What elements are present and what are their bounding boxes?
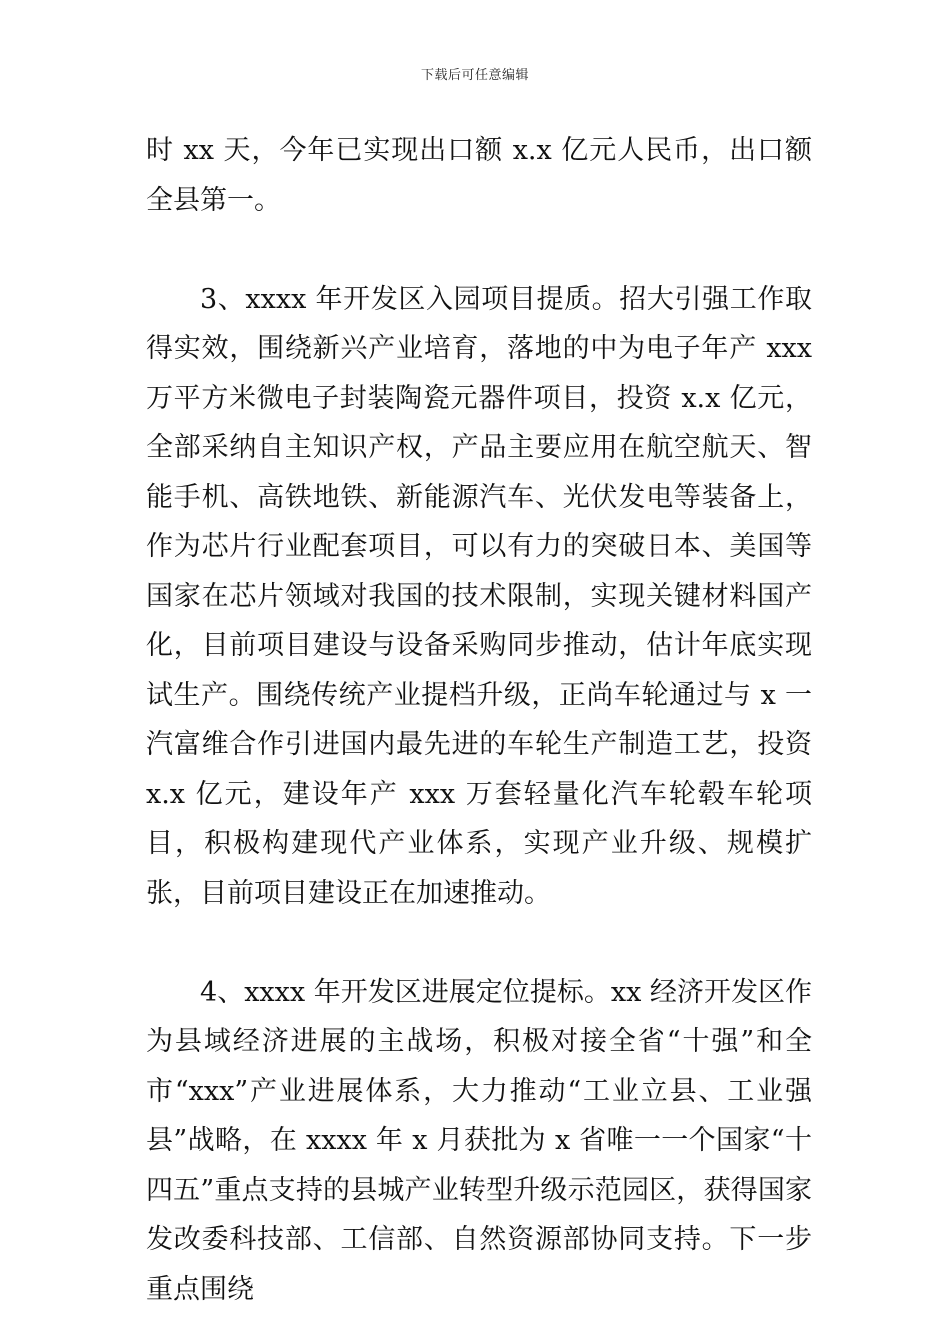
paragraph-item-4: 4、xxxx 年开发区进展定位提标。xx 经济开发区作为县域经济进展的主战场，积极对接全省“十强”和全市“xxx”产业进展体系，大力推动“工业立县、工业强县”战略，在 xxxx 年 x 月获批为 x 省唯一一个国家“十四五”重点支持的县城产业转型升级示范园区，获得国家发改委科技部、工信部、自然资源部协同支持。下一步重点围绕 [146, 976, 812, 1305]
paragraph-item-3: 3、xxxx 年开发区入园项目提质。招大引强工作取得实效，围绕新兴产业培育，落地的中为电子年产 xxx 万平方米微电子封装陶瓷元器件项目，投资 x.x 亿元，全部采纳自主知识产权，产品主要应用在航空航天、智能手机、高铁地铁、新能源汽车、光伏发电等装备上，作为芯片行业配套项目，可以有力的突破日本、美国等国家在芯片领域对我国的技术限制，实现关键材料国产化，目前项目建设与设备采购同步推动，估计年底实现试生产。围绕传统产业提档升级，正尚车轮通过与 x 一汽富维合作引进国内最先进的车轮生产制造工艺，投资 x.x 亿元，建设年产 xxx 万套轻量化汽车轮毂车轮项目，积极构建现代产业体系，实现产业升级、规模扩张，目前项目建设正在加速推动。 [146, 283, 812, 909]
paragraph-continuation: 时 xx 天，今年已实现出口额 x.x 亿元人民币，出口额全县第一。 [146, 135, 812, 216]
page-header: 下载后可任意编辑 [420, 68, 529, 83]
document-body [146, 126, 812, 1314]
